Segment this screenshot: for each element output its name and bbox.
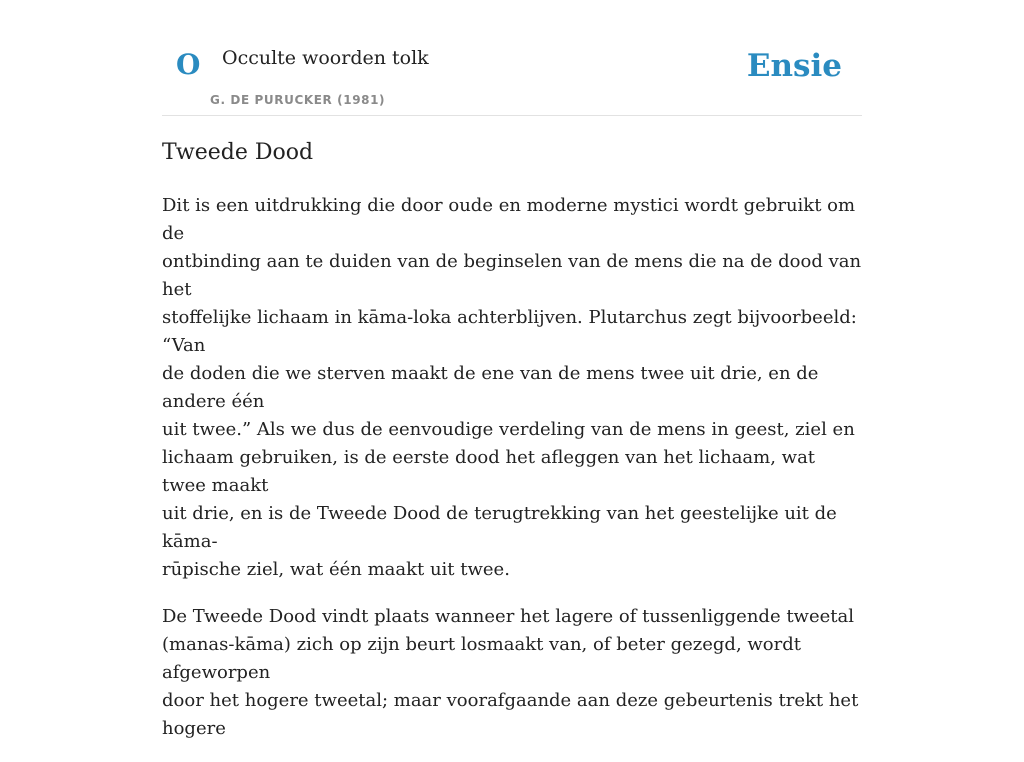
index-letter[interactable]: O <box>176 48 201 81</box>
entry-title: Tweede Dood <box>162 140 314 165</box>
page-header <box>162 0 862 116</box>
entry-body <box>162 192 862 762</box>
paragraph: Dit is een uitdrukking die door oude en moderne mystici wordt gebruikt om de ontbinding aan te duiden van de beginselen van de mens die na de dood van het stoffelijke lichaam in kāma-loka achterblijven. Plutarchus zegt bijvoorbeeld: “Van de doden die we sterven maakt de ene van de mens twee uit drie, en de andere één uit twee.” Als we dus de eenvoudige verdeling van de mens in geest, ziel en lichaam gebruiken, is de eerste dood het afleggen van het lichaam, wat twee maakt uit drie, en is de Tweede Dood de terugtrekking van het geestelijke uit de kāma- rūpische ziel, wat één maakt uit twee. <box>162 195 862 580</box>
ensie-logo[interactable]: Ensie <box>746 48 842 84</box>
paragraph: De Tweede Dood vindt plaats wanneer het lagere of tussenliggende tweetal (manas-kāma) zich op zijn beurt losmaakt van, of beter gezegd, wordt afgeworpen door het hogere tweetal; maar voorafgaande aan deze gebeurtenis trekt het hogere <box>162 606 859 739</box>
page <box>162 0 862 739</box>
author-label: G. DE PURUCKER (1981) <box>210 93 386 107</box>
book-title[interactable]: Occulte woorden tolk <box>222 47 429 69</box>
